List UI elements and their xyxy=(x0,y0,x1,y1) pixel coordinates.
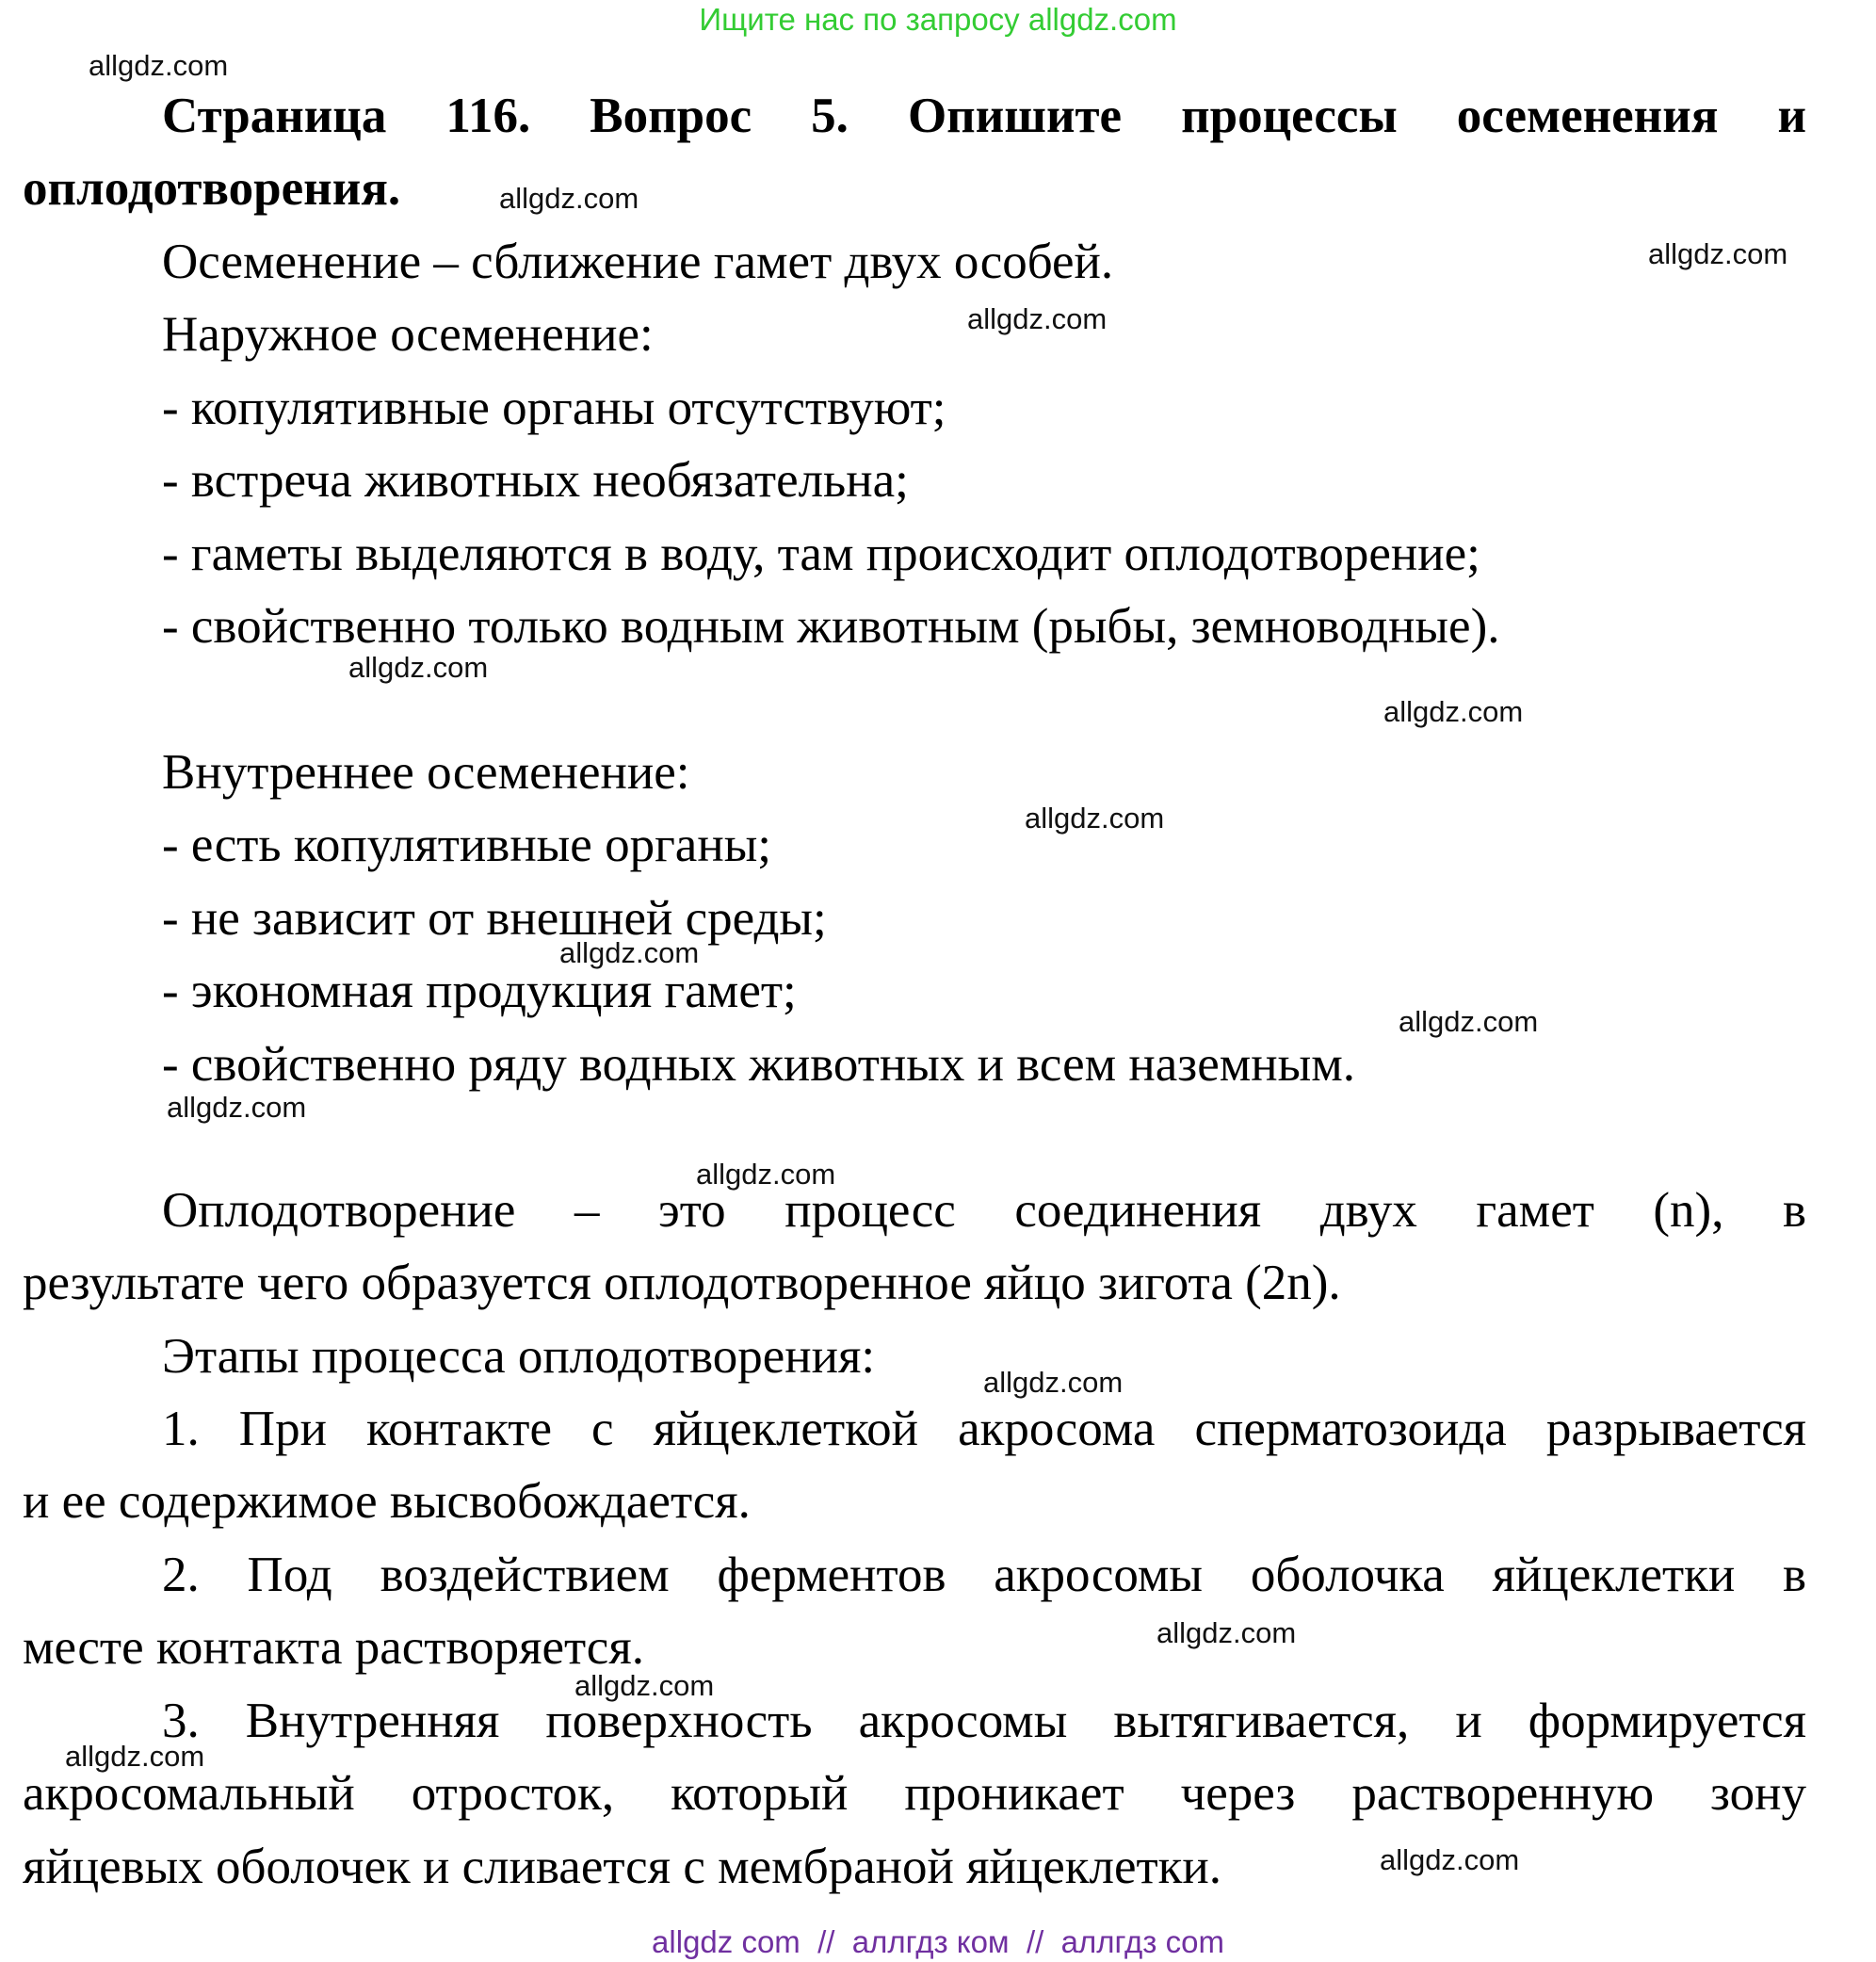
stage-1-cont: и ее содержимое высвобождается. xyxy=(23,1474,751,1529)
stage-3-cont: акросомальный отросток, который проникает через растворенную зону xyxy=(23,1766,1807,1821)
internal-item: - свойственно ряду водных животных и всем наземным. xyxy=(162,1037,1356,1092)
external-item: - свойственно только водным животным (рыбы, земноводные). xyxy=(162,599,1500,654)
watermark: allgdz.com xyxy=(65,1740,205,1773)
external-item: - гаметы выделяются в воду, там происходит оплодотворение; xyxy=(162,527,1480,581)
watermark: allgdz.com xyxy=(1648,237,1788,270)
footer-watermark: allgdz com // аллгдз ком // аллгдз com xyxy=(652,1924,1224,1959)
fertilization-definition-cont: результате чего образуется оплодотворенное яйцо зигота (2n). xyxy=(23,1256,1341,1310)
external-item: - копулятивные органы отсутствуют; xyxy=(162,381,946,435)
internal-item: - есть копулятивные органы; xyxy=(162,818,772,872)
watermark: allgdz.com xyxy=(983,1366,1124,1399)
external-item: - встреча животных необязательна; xyxy=(162,453,909,508)
watermark: allgdz.com xyxy=(89,49,229,82)
watermark: allgdz.com xyxy=(696,1158,836,1191)
internal-item: - экономная продукция гамет; xyxy=(162,964,797,1018)
watermark: allgdz.com xyxy=(1380,1843,1520,1876)
stage-3-end: яйцевых оболочек и сливается с мембраной яйцеклетки. xyxy=(23,1840,1222,1894)
watermark: allgdz.com xyxy=(1383,695,1524,728)
question-title-cont: оплодотворения. xyxy=(23,161,401,216)
internal-item: - не зависит от внешней среды; xyxy=(162,891,827,946)
watermark: allgdz.com xyxy=(967,302,1108,335)
fertilization-definition: Оплодотворение – это процесс соединения двух гамет (n), в xyxy=(162,1183,1807,1238)
search-banner: Ищите нас по запросу allgdz.com xyxy=(699,2,1177,37)
internal-heading: Внутреннее осеменение: xyxy=(162,745,690,800)
watermark: allgdz.com xyxy=(1156,1616,1297,1649)
stages-heading: Этапы процесса оплодотворения: xyxy=(162,1329,876,1384)
stage-3: 3. Внутренняя поверхность акросомы вытягивается, и формируется xyxy=(162,1694,1807,1748)
watermark: allgdz.com xyxy=(1025,802,1165,835)
external-heading: Наружное осеменение: xyxy=(162,307,654,362)
watermark: allgdz.com xyxy=(348,651,489,684)
watermark: allgdz.com xyxy=(499,182,639,215)
watermark: allgdz.com xyxy=(574,1669,715,1702)
watermark: allgdz.com xyxy=(559,936,700,969)
question-title: Страница 116. Вопрос 5. Опишите процессы осеменения и xyxy=(162,89,1807,143)
stage-2: 2. Под воздействием ферментов акросомы оболочка яйцеклетки в xyxy=(162,1548,1807,1602)
watermark: allgdz.com xyxy=(1399,1005,1539,1038)
stage-2-cont: месте контакта растворяется. xyxy=(23,1620,644,1675)
watermark: allgdz.com xyxy=(167,1091,307,1124)
stage-1: 1. При контакте с яйцеклеткой акросома сперматозоида разрывается xyxy=(162,1402,1807,1456)
insemination-definition: Осеменение – сближение гамет двух особей. xyxy=(162,235,1114,289)
